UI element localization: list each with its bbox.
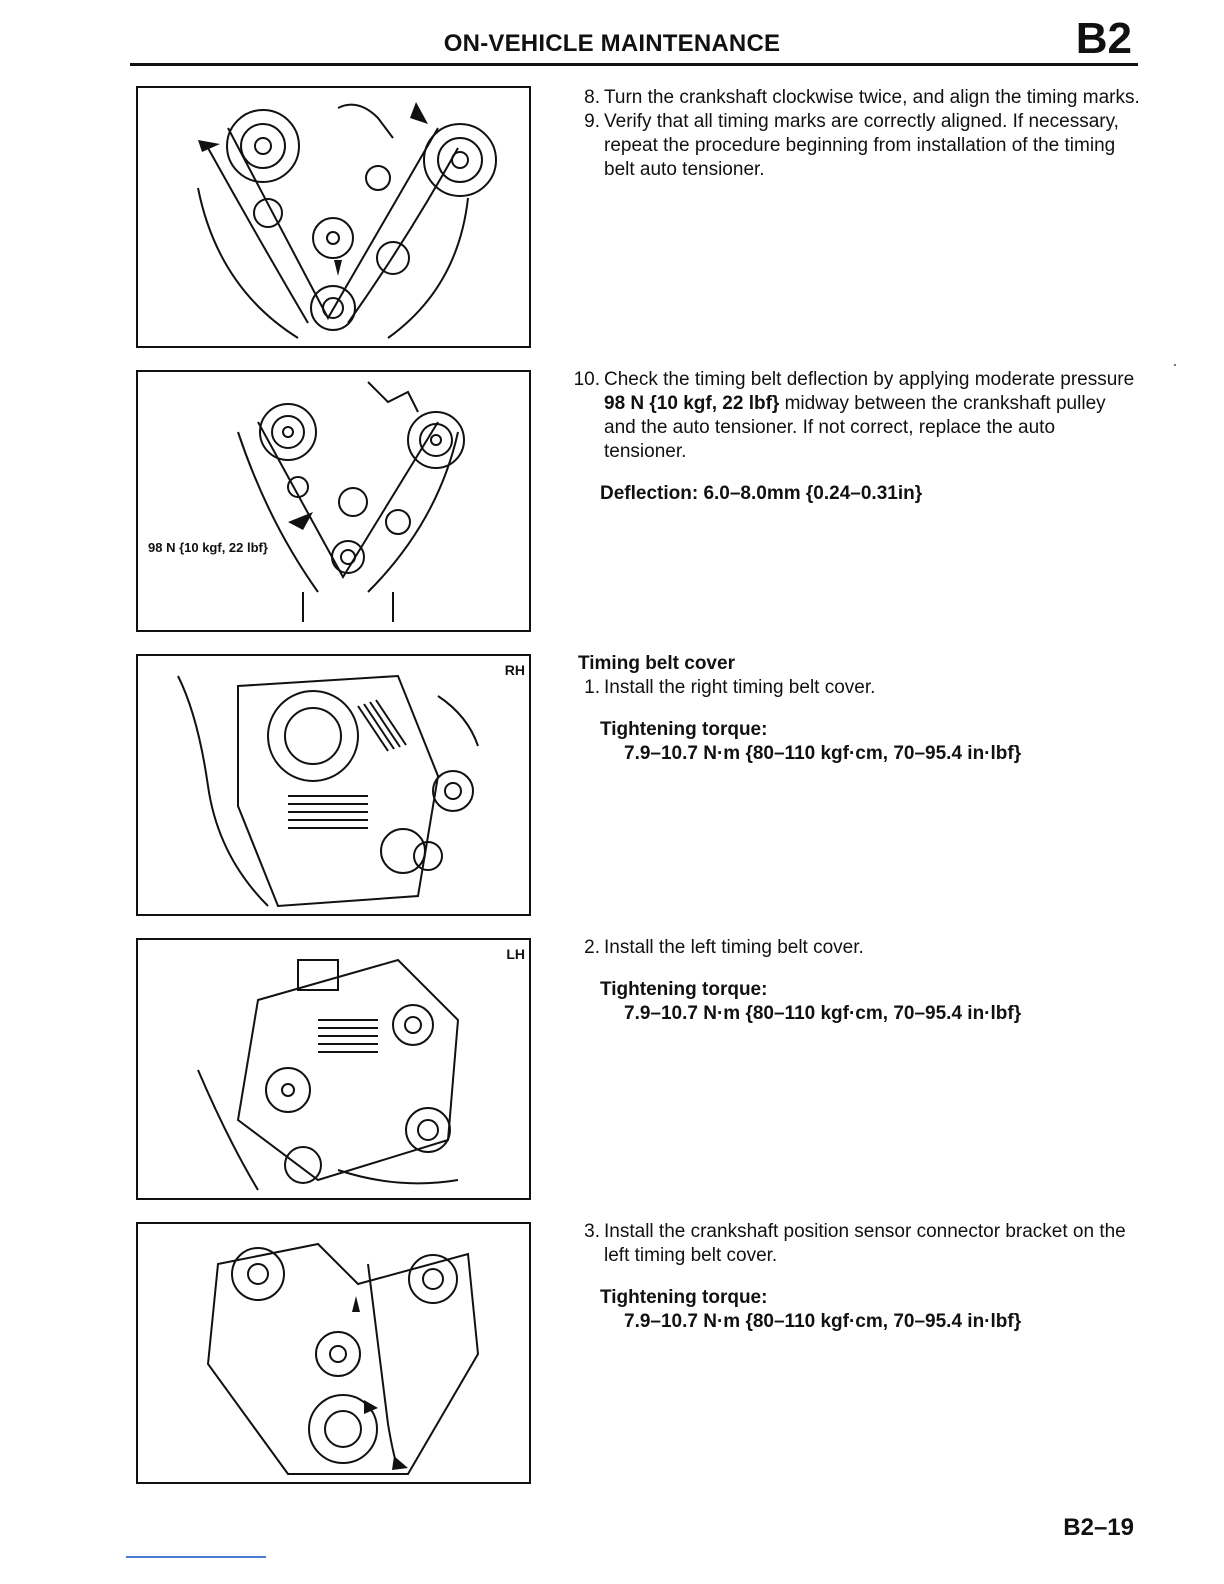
engine-illustration-2	[138, 372, 529, 630]
footer-link-underline	[126, 1556, 266, 1558]
figure-tag-lh: LH	[506, 946, 525, 962]
step-number: 8.	[584, 87, 600, 108]
engine-illustration-1	[138, 88, 529, 346]
figure-belt-deflection	[136, 370, 531, 632]
step-text-before: Check the timing belt deflection by applying moderate pressure	[604, 369, 1135, 390]
step-text	[604, 368, 1142, 464]
torque-label: Tightening torque:	[600, 1287, 768, 1308]
force-callout: 98 N {10 kgf, 22 lbf}	[148, 540, 268, 555]
step-number: 10.	[573, 369, 600, 390]
step-9	[566, 110, 1142, 182]
figure-left-cover	[136, 938, 531, 1200]
cover-step-2	[566, 936, 1142, 960]
step-text: Verify that all timing marks are correctly aligned. If necessary, repeat the procedure beginning from installation of the timing belt auto tensioner.	[604, 111, 1119, 180]
step-text-force: 98 N {10 kgf, 22 lbf}	[604, 393, 780, 414]
step-text: Turn the crankshaft clockwise twice, and align the timing marks.	[604, 87, 1140, 108]
torque-value: 7.9–10.7 N·m {80–110 kgf·cm, 70–95.4 in·lbf}	[624, 1003, 1022, 1024]
figure-timing-marks	[136, 86, 531, 348]
step-10-block	[566, 368, 1142, 506]
deflection-spec: Deflection: 6.0–8.0mm {0.24–0.31in}	[600, 483, 923, 504]
step-10	[566, 368, 1142, 464]
cover-step-1	[566, 676, 1142, 700]
figure-right-cover	[136, 654, 531, 916]
scan-artifact	[1174, 364, 1176, 366]
step-text: Install the right timing belt cover.	[604, 677, 876, 698]
step-number: 2.	[584, 937, 600, 958]
step-number: 1.	[584, 677, 600, 698]
timing-belt-cover-step-2	[566, 936, 1142, 1026]
figure-sensor-bracket	[136, 1222, 531, 1484]
header-rule	[130, 63, 1138, 66]
torque-value: 7.9–10.7 N·m {80–110 kgf·cm, 70–95.4 in·lbf}	[624, 1311, 1022, 1332]
torque-label: Tightening torque:	[600, 719, 768, 740]
section-code: B2	[1075, 14, 1132, 63]
timing-belt-cover-step-1	[566, 652, 1142, 766]
engine-illustration-4	[138, 940, 529, 1198]
step-number: 9.	[584, 111, 600, 132]
figure-tag-rh: RH	[504, 662, 525, 678]
timing-belt-cover-step-3	[566, 1220, 1142, 1334]
engine-illustration-3	[138, 656, 529, 914]
step-8	[566, 86, 1142, 110]
step-number: 3.	[584, 1221, 600, 1242]
torque-label: Tightening torque:	[600, 979, 768, 1000]
section-title: Timing belt cover	[578, 653, 735, 674]
step-text-after: midway between the crankshaft pulley and the auto tensioner. If not correct, replace the auto tensioner.	[604, 393, 1106, 462]
torque-value: 7.9–10.7 N·m {80–110 kgf·cm, 70–95.4 in·lbf}	[624, 743, 1022, 764]
step-text: Install the crankshaft position sensor connector bracket on the left timing belt cover.	[604, 1221, 1126, 1266]
steps-8-9	[566, 86, 1142, 182]
page-number: B2–19	[1063, 1514, 1134, 1541]
cover-step-3	[566, 1220, 1142, 1268]
step-text: Install the left timing belt cover.	[604, 937, 864, 958]
page-title: ON-VEHICLE MAINTENANCE	[443, 30, 781, 57]
engine-illustration-5	[138, 1224, 529, 1482]
